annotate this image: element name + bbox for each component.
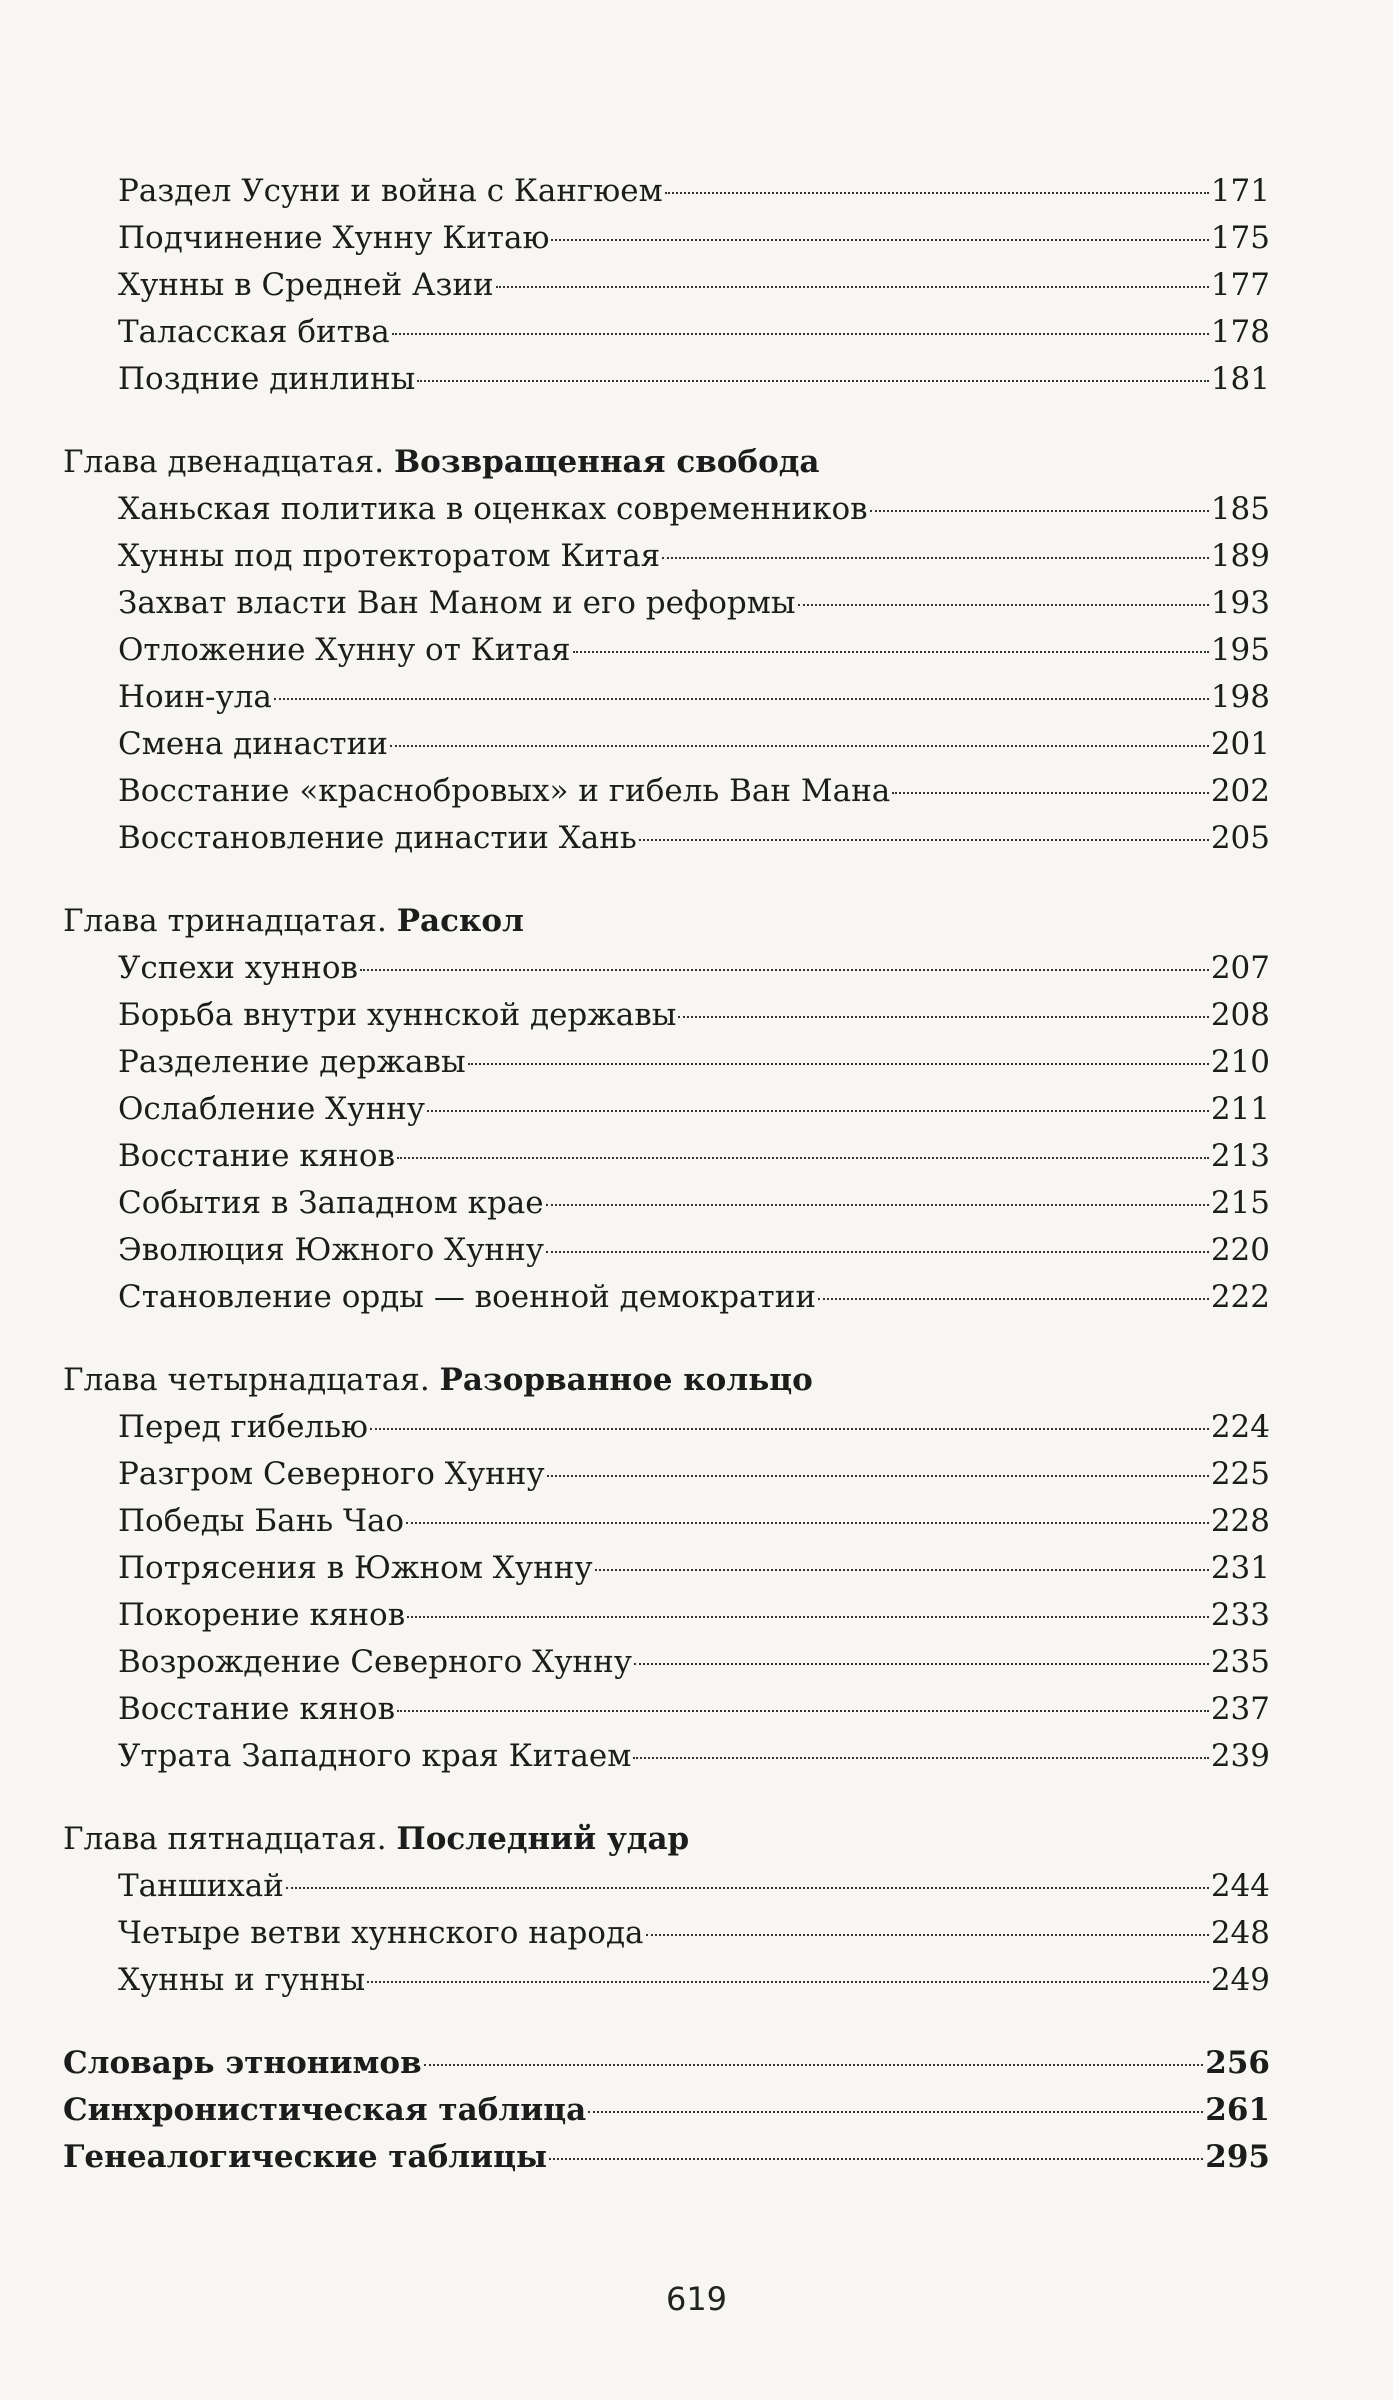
toc-entry-page: 215 — [1210, 1185, 1270, 1221]
toc-entry — [63, 215, 1270, 262]
chapter-name: Последний удар — [396, 1821, 690, 1857]
toc-entry — [63, 815, 1270, 862]
chapter-block — [63, 898, 1270, 1321]
toc-entry-title: Успехи хуннов — [118, 950, 358, 986]
toc-entry — [63, 1639, 1270, 1686]
dot-leader — [546, 1251, 1209, 1253]
toc-entry-title: Разгром Северного Хунну — [118, 1456, 545, 1492]
dot-leader — [367, 1981, 1209, 1983]
dot-leader — [406, 1522, 1209, 1524]
toc-entry-title: Четыре ветви хуннского народа — [118, 1915, 644, 1951]
chapter-block — [63, 439, 1270, 862]
toc-entry-page: 235 — [1210, 1644, 1270, 1680]
toc-entry-page: 228 — [1210, 1503, 1270, 1539]
toc-entry-page: 189 — [1210, 538, 1270, 574]
toc-entry-title: Ослабление Хунну — [118, 1091, 426, 1127]
toc-entry — [63, 1863, 1270, 1910]
toc-section-title: Словарь этнонимов — [63, 2045, 422, 2081]
toc-entry-title: Перед гибелью — [118, 1409, 368, 1445]
dot-leader — [397, 1710, 1209, 1712]
toc-entry-page: 205 — [1210, 820, 1270, 856]
dot-leader — [427, 1110, 1209, 1112]
dot-leader — [588, 2111, 1203, 2113]
toc-entry — [63, 1133, 1270, 1180]
chapter-name: Разорванное кольцо — [439, 1362, 813, 1398]
dot-leader — [573, 651, 1209, 653]
toc-entry — [63, 1686, 1270, 1733]
chapters — [63, 439, 1270, 2004]
chapter-prefix: Глава тринадцатая. — [63, 903, 387, 939]
toc-entry — [63, 309, 1270, 356]
dot-leader — [392, 333, 1209, 335]
toc-entry-title: Ханьская политика в оценках современников — [118, 491, 868, 527]
toc-entry-title: Потрясения в Южном Хунну — [118, 1550, 593, 1586]
toc-entry-page: 181 — [1210, 361, 1270, 397]
toc-entry-page: 202 — [1210, 773, 1270, 809]
toc-entry-title: Поздние динлины — [118, 361, 416, 397]
toc-entry-title: Хунны и гунны — [118, 1962, 366, 1998]
toc-entry-title: События в Западном крае — [118, 1185, 544, 1221]
toc-entry-title: Победы Бань Чао — [118, 1503, 405, 1539]
toc-entry-page: 248 — [1210, 1915, 1270, 1951]
dot-leader — [633, 1757, 1208, 1759]
toc-section-page: 261 — [1205, 2092, 1270, 2128]
chapter-prefix: Глава двенадцатая. — [63, 444, 385, 480]
table-of-contents — [63, 168, 1270, 2181]
page-number: 619 — [665, 2280, 728, 2318]
toc-entry-title: Восстание кянов — [118, 1138, 396, 1174]
toc-entry-title: Ноин-ула — [118, 679, 272, 715]
dot-leader — [634, 1663, 1209, 1665]
toc-entry — [63, 1227, 1270, 1274]
toc-entry — [63, 580, 1270, 627]
toc-entry — [63, 768, 1270, 815]
toc-entry-title: Таншихай — [118, 1868, 284, 1904]
toc-entry — [63, 1086, 1270, 1133]
toc-entry — [63, 1957, 1270, 2004]
dot-leader — [286, 1887, 1209, 1889]
toc-entry — [63, 674, 1270, 721]
toc-entry-title: Захват власти Ван Маном и его реформы — [118, 585, 796, 621]
toc-entry-title: Борьба внутри хуннской державы — [118, 997, 677, 1033]
toc-section-title: Синхронистическая таблица — [63, 2092, 587, 2128]
dot-leader — [397, 1157, 1209, 1159]
toc-entry-page: 210 — [1210, 1044, 1270, 1080]
toc-entry — [63, 1404, 1270, 1451]
dot-leader — [665, 192, 1209, 194]
toc-entry — [63, 262, 1270, 309]
toc-entry-title: Становление орды — военной демократии — [118, 1279, 817, 1315]
dot-leader — [468, 1063, 1209, 1065]
dot-leader — [549, 2158, 1203, 2160]
toc-entry-page: 177 — [1210, 267, 1270, 303]
dot-leader — [595, 1569, 1209, 1571]
toc-entry — [63, 1180, 1270, 1227]
chapter-name: Раскол — [396, 903, 524, 939]
dot-leader — [417, 380, 1209, 382]
toc-entry — [63, 627, 1270, 674]
toc-entry-page: 233 — [1210, 1597, 1270, 1633]
chapter-block — [63, 1357, 1270, 1780]
chapter-block — [63, 1816, 1270, 2004]
dot-leader — [370, 1428, 1209, 1430]
dot-leader — [274, 698, 1209, 700]
toc-entry-page: 175 — [1210, 220, 1270, 256]
dot-leader — [546, 1204, 1209, 1206]
toc-entry — [63, 1545, 1270, 1592]
toc-entry-page: 195 — [1210, 632, 1270, 668]
toc-entry — [63, 992, 1270, 1039]
toc-entry-title: Хунны под протекторатом Китая — [118, 538, 661, 574]
toc-entry-page: 201 — [1210, 726, 1270, 762]
dot-leader — [551, 239, 1208, 241]
dot-leader — [390, 745, 1209, 747]
toc-entry-page: 222 — [1210, 1279, 1270, 1315]
toc-entry — [63, 1592, 1270, 1639]
toc-entry-page: 224 — [1210, 1409, 1270, 1445]
toc-entry — [63, 1910, 1270, 1957]
toc-entry-page: 171 — [1210, 173, 1270, 209]
toc-entry-page: 193 — [1210, 585, 1270, 621]
toc-entry-title: Восстание кянов — [118, 1691, 396, 1727]
dot-leader — [870, 510, 1209, 512]
toc-entry-title: Хунны в Средней Азии — [118, 267, 494, 303]
toc-entry-title: Таласская битва — [118, 314, 390, 350]
dot-leader — [646, 1934, 1209, 1936]
dot-leader — [360, 969, 1209, 971]
toc-entry — [63, 1039, 1270, 1086]
toc-section-page: 295 — [1205, 2139, 1270, 2175]
toc-entry-page: 198 — [1210, 679, 1270, 715]
toc-section — [63, 2087, 1270, 2134]
dot-leader — [547, 1475, 1209, 1477]
dot-leader — [424, 2064, 1204, 2066]
toc-entry-page: 249 — [1210, 1962, 1270, 1998]
toc-entry-page: 231 — [1210, 1550, 1270, 1586]
toc-entry — [63, 1733, 1270, 1780]
dot-leader — [798, 604, 1209, 606]
toc-section — [63, 2040, 1270, 2087]
toc-entry — [63, 945, 1270, 992]
chapter-heading — [63, 1816, 1270, 1863]
chapter-heading — [63, 1357, 1270, 1404]
toc-entry-page: 213 — [1210, 1138, 1270, 1174]
chapter-heading — [63, 898, 1270, 945]
toc-entry-page: 207 — [1210, 950, 1270, 986]
dot-leader — [496, 286, 1209, 288]
dot-leader — [892, 792, 1209, 794]
appendix-sections — [63, 2040, 1270, 2181]
toc-entry-title: Эволюция Южного Хунну — [118, 1232, 544, 1268]
toc-entry-page: 211 — [1210, 1091, 1270, 1127]
dot-leader — [662, 557, 1209, 559]
toc-entry — [63, 533, 1270, 580]
toc-entry-title: Смена династии — [118, 726, 388, 762]
toc-entry-title: Подчинение Хунну Китаю — [118, 220, 550, 256]
toc-entry-page: 208 — [1210, 997, 1270, 1033]
toc-section — [63, 2134, 1270, 2181]
toc-entry — [63, 486, 1270, 533]
dot-leader — [639, 839, 1209, 841]
toc-entry-title: Утрата Западного края Китаем — [118, 1738, 632, 1774]
chapter-heading — [63, 439, 1270, 486]
toc-entry-page: 225 — [1210, 1456, 1270, 1492]
toc-entry-title: Восстановление династии Хань — [118, 820, 637, 856]
toc-entry-title: Восстание «краснобровых» и гибель Ван Мана — [118, 773, 891, 809]
toc-entry-page: 244 — [1210, 1868, 1270, 1904]
toc-entry-page: 220 — [1210, 1232, 1270, 1268]
toc-entry — [63, 1274, 1270, 1321]
chapter-prefix: Глава пятнадцатая. — [63, 1821, 387, 1857]
toc-entry-title: Раздел Усуни и война с Кангюем — [118, 173, 663, 209]
dot-leader — [818, 1298, 1209, 1300]
toc-entry — [63, 1498, 1270, 1545]
toc-entry — [63, 1451, 1270, 1498]
chapter-name: Возвращенная свобода — [393, 444, 820, 480]
toc-entry-title: Возрождение Северного Хунну — [118, 1644, 632, 1680]
chapter-prefix: Глава четырнадцатая. — [63, 1362, 430, 1398]
intro-entries — [63, 168, 1270, 403]
toc-entry — [63, 356, 1270, 403]
dot-leader — [678, 1016, 1208, 1018]
toc-entry-title: Отложение Хунну от Китая — [118, 632, 571, 668]
toc-entry — [63, 721, 1270, 768]
toc-entry-title: Покорение кянов — [118, 1597, 406, 1633]
toc-entry-page: 239 — [1210, 1738, 1270, 1774]
toc-entry-page: 185 — [1210, 491, 1270, 527]
toc-entry-page: 237 — [1210, 1691, 1270, 1727]
dot-leader — [407, 1616, 1209, 1618]
toc-section-page: 256 — [1205, 2045, 1270, 2081]
toc-entry — [63, 168, 1270, 215]
toc-entry-title: Разделение державы — [118, 1044, 466, 1080]
toc-entry-page: 178 — [1210, 314, 1270, 350]
toc-section-title: Генеалогические таблицы — [63, 2139, 548, 2175]
